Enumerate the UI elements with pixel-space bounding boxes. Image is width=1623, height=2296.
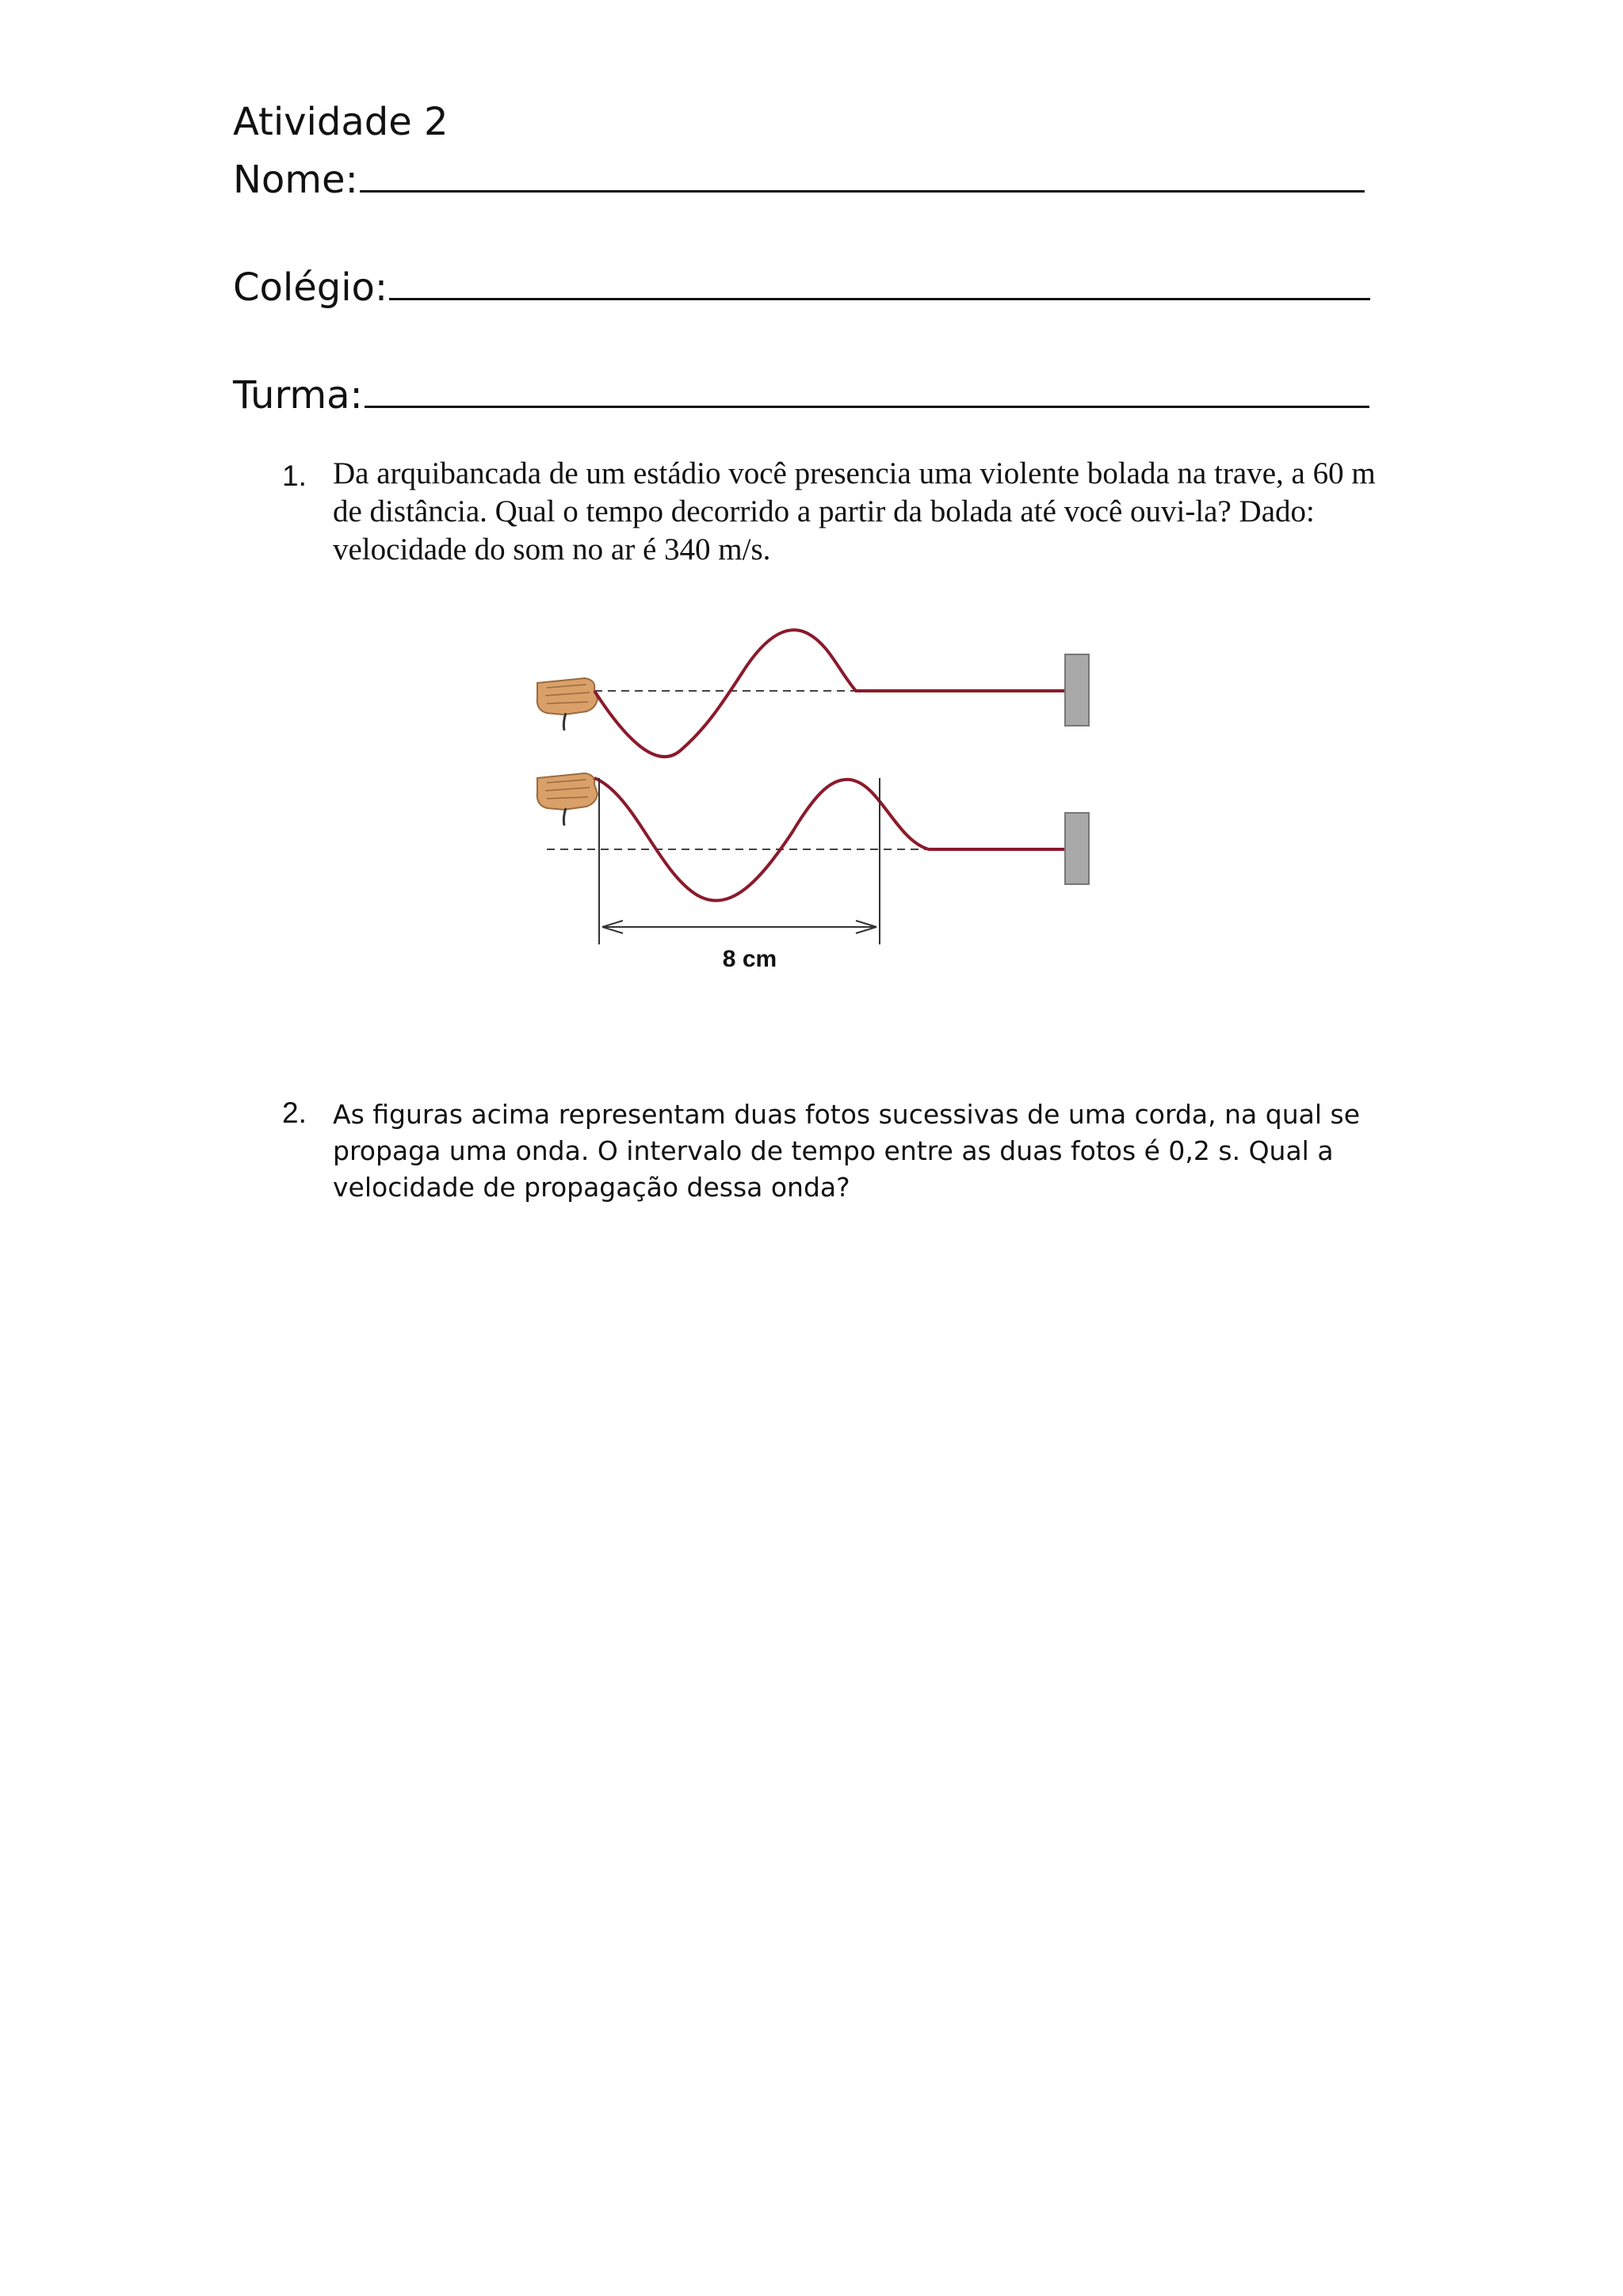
rope-2	[594, 778, 1067, 901]
school-label: Colégio:	[233, 265, 388, 310]
wall-2	[1065, 813, 1089, 884]
question-2-number: 2.	[282, 1097, 307, 1129]
dimension-label: 8 cm	[722, 946, 777, 972]
wave-figure	[523, 610, 1109, 990]
class-blank-line[interactable]	[365, 371, 1369, 408]
hand-icon	[537, 773, 598, 826]
dimension-arrow	[602, 921, 876, 933]
question-1-number: 1.	[282, 460, 307, 492]
question-2-text: As figuras acima representam duas fotos sucessivas de uma corda, na qual se propaga uma onda. O intervalo de tempo entre as duas fotos é 0,2 s. Qual a velocidade de propagação dessa onda?	[333, 1099, 1360, 1203]
school-field	[233, 263, 1370, 311]
activity-title: Atividade 2	[233, 100, 449, 144]
rope-1	[594, 630, 1067, 757]
class-field	[233, 371, 1369, 419]
wave-snapshot-1	[537, 630, 1089, 757]
hand-icon	[537, 678, 598, 730]
wave-snapshot-2	[537, 773, 1089, 972]
wall-1	[1065, 654, 1089, 726]
class-label: Turma:	[233, 373, 363, 418]
name-blank-line[interactable]	[360, 155, 1365, 193]
name-label: Nome:	[233, 158, 358, 202]
school-blank-line[interactable]	[389, 263, 1370, 300]
question-1-text: Da arquibancada de um estádio você presencia uma violente bolada na trave, a 60 m de distância. Qual o tempo decorrido a partir da bolada até você ouvi-la? Dado: velocidade do som no ar é 340 m/s.	[333, 456, 1376, 566]
name-field	[233, 155, 1365, 204]
